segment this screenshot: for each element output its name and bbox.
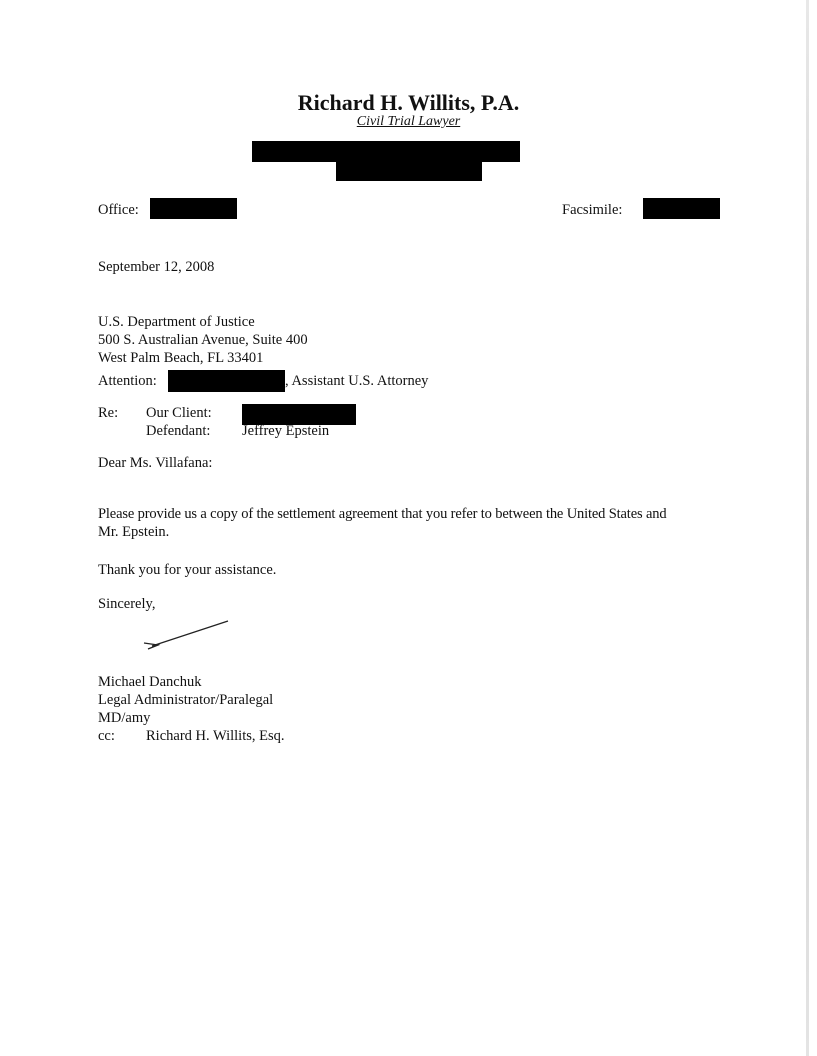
salutation: Dear Ms. Villafana: [98,455,213,471]
cc-recipient: Richard H. Willits, Esq. [146,728,285,744]
typist-initials: MD/amy [98,710,151,726]
recipient-line: 500 S. Australian Avenue, Suite 400 [98,332,308,348]
attention-suffix: , Assistant U.S. Attorney [285,373,429,389]
office-label: Office: [98,202,139,218]
signature [140,615,235,655]
redacted-address-line-1 [252,141,520,162]
re-label: Re: [98,405,119,421]
body-paragraph-1: Please provide us a copy of the settlement agreement that you refer to between the United States and [98,506,667,522]
facsimile-label: Facsimile: [562,202,623,218]
body-paragraph-2: Thank you for your assistance. [98,562,277,578]
cc-label: cc: [98,728,115,744]
scan-edge [806,0,809,1056]
redacted-office-number [150,198,237,219]
letter-date: September 12, 2008 [98,259,215,275]
redacted-fax-number [643,198,720,219]
firm-name: Richard H. Willits, P.A. [297,90,520,115]
body-paragraph-1-cont: Mr. Epstein. [98,524,170,540]
tagline-text: Civil Trial Lawyer [356,114,461,129]
redacted-attorney-name [168,370,285,392]
signer-title: Legal Administrator/Paralegal [98,692,274,708]
recipient-line: U.S. Department of Justice [98,314,255,330]
firm-tagline [0,113,817,131]
attention-label: Attention: [98,373,157,389]
recipient-line: West Palm Beach, FL 33401 [98,350,264,366]
signer-name: Michael Danchuk [98,674,202,690]
redacted-address-line-2 [336,161,482,181]
client-label: Our Client: [146,405,212,421]
defendant-label: Defendant: [146,423,211,439]
defendant-name: Jeffrey Epstein [242,423,330,439]
closing: Sincerely, [98,596,156,612]
